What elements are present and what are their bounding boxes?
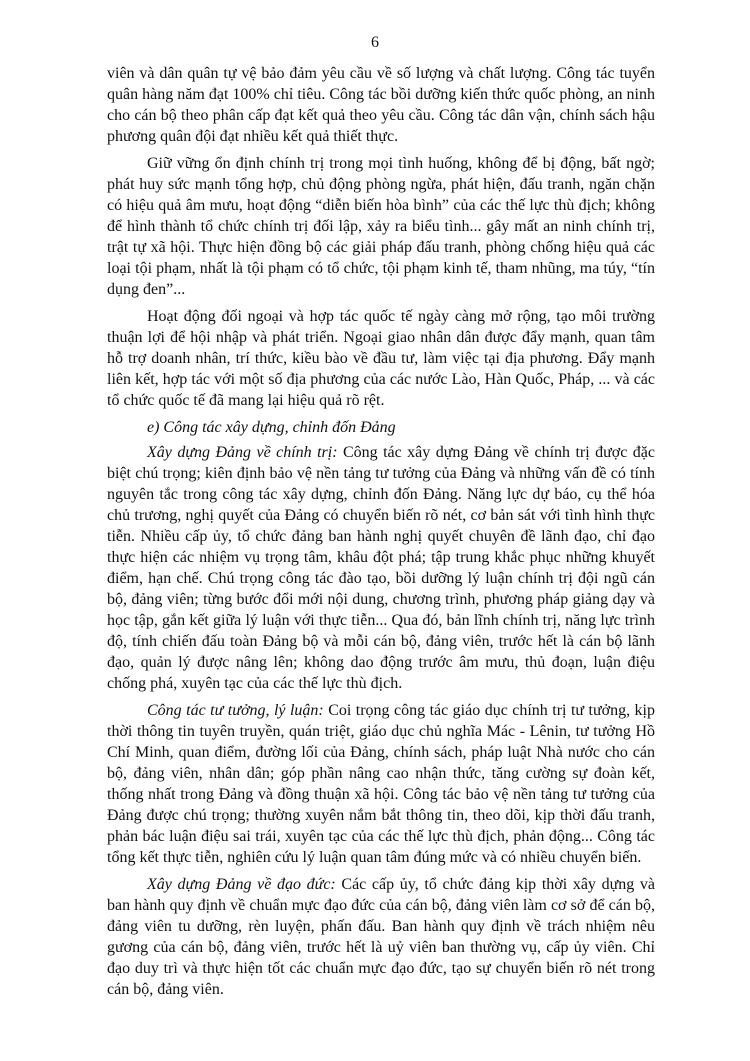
paragraph-ideology-theory bbox=[107, 700, 655, 868]
paragraph-lead: Xây dựng Đảng về chính trị: bbox=[147, 444, 338, 461]
paragraph-lead: Xây dựng Đảng về đạo đức: bbox=[147, 876, 336, 893]
paragraph-text: Hoạt động đối ngoại và hợp tác quốc tế ngày càng mở rộng, tạo môi trường thuận lợi để hội nhập và phát triển. Ngoại giao nhân dân được đẩy mạnh, quan tâm hỗ trợ doanh nhân, trí thức, kiều bào về đầu tư, làm việc tại địa phương. Đẩy mạnh liên kết, hợp tác với một số địa phương của các nước Lào, Hàn Quốc, Pháp, ... và các tổ chức quốc tế đã mang lại hiệu quả rõ rệt. bbox=[107, 308, 655, 409]
paragraph-party-ethics bbox=[107, 874, 655, 1000]
page-number: 6 bbox=[371, 34, 379, 51]
paragraph-lead: Công tác tư tưởng, lý luận: bbox=[147, 702, 324, 719]
paragraph-text: Coi trọng công tác giáo dục chính trị tư tưởng, kịp thời thông tin tuyên truyền, quán triệt, giáo dục chủ nghĩa Mác - Lênin, tư tưởng Hồ Chí Minh, quan điểm, đường lối của Đảng, chính sách, pháp luật Nhà nước cho cán bộ, đảng viên, nhân dân; góp phần nâng cao nhận thức, tăng cường sự đoàn kết, thống nhất trong Đảng và đồng thuận xã hội. Công tác bảo vệ nền tảng tư tưởng của Đảng được chú trọng; thường xuyên nắm bắt thông tin, theo dõi, kịp thời đấu tranh, phản bác luận điệu sai trái, xuyên tạc của các thế lực thù địch, phản động... Công tác tổng kết thực tiễn, nghiên cứu lý luận quan tâm đúng mức và có nhiều chuyển biến. bbox=[107, 702, 655, 866]
section-heading: e) Công tác xây dựng, chỉnh đốn Đảng bbox=[147, 419, 396, 436]
paragraph-text: Các cấp ủy, tổ chức đảng kịp thời xây dựng và ban hành quy định về chuẩn mực đạo đức của cán bộ, đảng viên làm cơ sở để cán bộ, đảng viên tu dưỡng, rèn luyện, phấn đấu. Ban hành quy định về trách nhiệm nêu gương của cán bộ, đảng viên, trước hết là uỷ viên ban thường vụ, cấp ủy viên. Chỉ đạo duy trì và thực hiện tốt các chuẩn mực đạo đức, tạo sự chuyển biến rõ nét trong cán bộ, đảng viên. bbox=[107, 876, 655, 998]
paragraph-text: viên và dân quân tự vệ bảo đảm yêu cầu về số lượng và chất lượng. Công tác tuyển quân hàng năm đạt 100% chỉ tiêu. Công tác bồi dưỡng kiến thức quốc phòng, an ninh cho cán bộ theo phân cấp đạt kết quả theo yêu cầu. Công tác dân vận, chính sách hậu phương quân đội đạt nhiều kết quả thiết thực. bbox=[107, 65, 655, 145]
paragraph-political-stability bbox=[107, 153, 655, 300]
paragraph-party-politics bbox=[107, 442, 655, 694]
paragraph-defense-security bbox=[107, 63, 655, 147]
paragraph-foreign-affairs bbox=[107, 306, 655, 411]
paragraph-text: Giữ vững ổn định chính trị trong mọi tình huống, không để bị động, bất ngờ; phát huy sức mạnh tổng hợp, chủ động phòng ngừa, phát hiện, đấu tranh, ngăn chặn có hiệu quả âm mưu, hoạt động “diễn biến hòa bình” của các thế lực thù địch; không để hình thành tổ chức chính trị đối lập, xảy ra biểu tình... gây mất an ninh chính trị, trật tự xã hội. Thực hiện đồng bộ các giải pháp đấu tranh, phòng chống hiệu quả các loại tội phạm, nhất là tội phạm có tổ chức, tội phạm kinh tế, tham nhũng, ma túy, “tín dụng đen”... bbox=[107, 155, 655, 298]
paragraph-text: Công tác xây dựng Đảng về chính trị được đặc biệt chú trọng; kiên định bảo vệ nền tảng tư tưởng của Đảng và những vấn đề có tính nguyên tắc trong công tác xây dựng, chỉnh đốn Đảng. Năng lực dự báo, cụ thể hóa chủ trương, nghị quyết của Đảng có chuyển biến rõ nét, cơ bản sát với tình hình thực tiễn. Nhiều cấp ủy, tổ chức đảng ban hành nghị quyết chuyên đề lãnh đạo, chỉ đạo thực hiện các nhiệm vụ trọng tâm, khâu đột phá; tập trung khắc phục những khuyết điểm, hạn chế. Chú trọng công tác đào tạo, bồi dưỡng lý luận chính trị đội ngũ cán bộ, đảng viên; từng bước đổi mới nội dung, chương trình, phương pháp giảng dạy và học tập, gắn kết giữa lý luận với thực tiễn... Qua đó, bản lĩnh chính trị, năng lực trình độ, tính chiến đấu toàn Đảng bộ và mỗi cán bộ, đảng viên, trước hết là cán bộ lãnh đạo, quản lý được nâng lên; không dao động trước âm mưu, thủ đoạn, luận điệu chống phá, xuyên tạc của các thế lực thù địch. bbox=[107, 444, 655, 692]
body-text bbox=[107, 63, 655, 1006]
